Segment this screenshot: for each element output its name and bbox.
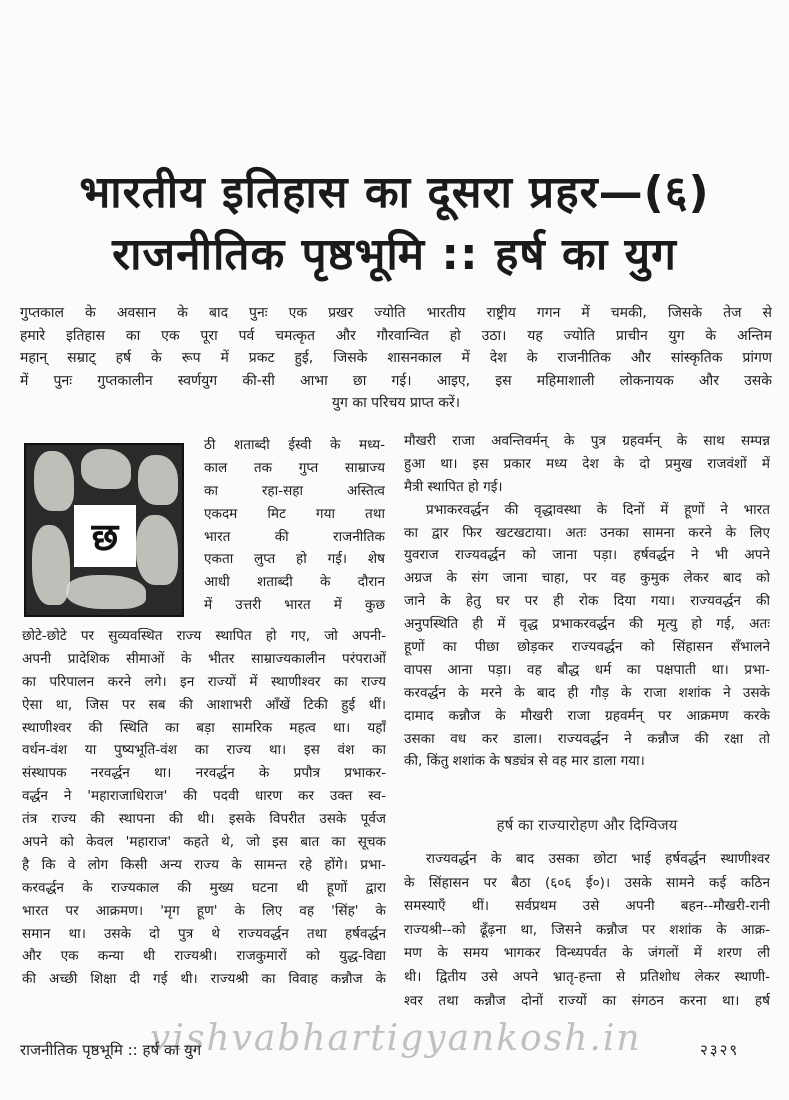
text-line: दामाद कन्नौज के मौखरी राजा ग्रहवर्मन् पर आक्रमण करके (404, 707, 770, 724)
text-line: महान् सम्राट् हर्ष के रूप में प्रकट हुई, जिसके शासनकाल में देश के राजनीतिक और सांस्कृतिक प्रांगण (20, 350, 772, 366)
text-line: है कि वे लोग किसी अन्य राज्य के सामन्त रहे होंगे। प्रभा- (22, 856, 386, 873)
illustration-dropcap (24, 443, 184, 617)
left-column-bottom (22, 625, 386, 991)
text-line: हूणों का पीछा छोड़कर राज्यवर्द्धन को सिंहासन सँभालने (404, 639, 770, 656)
text-line: करवर्द्धन के राज्यकाल की मुख्य घटना थी हूणों द्वारा (22, 879, 386, 896)
text-line: प्रभाकरवर्द्धन की वृद्धावस्था के दिनों में हूणों ने भारत (426, 501, 770, 518)
text-line: अनुपस्थिति ही में वृद्ध प्रभाकरवर्द्धन की मृत्यु हो गई, अतः (404, 616, 770, 633)
dropcap-letter: छ (74, 505, 136, 567)
text-line: में उत्तरी भारत में कुछ (204, 597, 385, 614)
text-line: वर्धन-वंश या पुष्यभूति-वंश का राज्य था। इस वंश का (22, 742, 386, 759)
right-column-bottom (404, 848, 770, 1013)
text-line: काल तक गुप्त साम्राज्य (204, 459, 385, 476)
text-line: भारत पर आक्रमण। 'मृग हूण' के लिए वह 'सिंह' के (22, 902, 386, 919)
text-line: का द्वार फिर खटखटाया। अतः उनका सामना करने के लिए (404, 524, 770, 541)
text-line: उसका वध कर डाला। राज्यवर्द्धन ने कन्नौज की रक्षा तो (404, 730, 770, 747)
text-line: वर्द्धन ने 'महाराजाधिराज' की पदवी धारण कर उक्त स्व- (22, 788, 386, 805)
watermark: vishvabhartigyankosh.in (150, 1018, 642, 1059)
text-line: राज्यश्री--को ढूँढ़ना था, जिसने कन्नौज पर शशांक के आक्र- (404, 921, 770, 938)
text-line: अपनी प्रादेशिक सीमाओं के भीतर साम्राज्यकालीन परंपराओं (22, 650, 386, 667)
text-line: ठी शताब्दी ईस्वी के मध्य- (204, 437, 385, 453)
section-subheading: हर्ष का राज्यारोहण और दिग्विजय (496, 816, 678, 834)
text-line: का परिपालन करने लगे। इन राज्यों में स्थाणीश्वर का राज्य (22, 673, 386, 690)
text-line: की अच्छी शिक्षा दी गई थी। राज्यश्री का विवाह कन्नौज के (22, 971, 386, 988)
text-line: मौखरी राजा अवन्तिवर्मन् के पुत्र ग्रहवर्मन् के साथ सम्पन्न (404, 433, 770, 449)
left-column-top (204, 434, 385, 617)
text-line: की, किंतु शशांक के षड्यंत्र से वह मार डाला गया। (404, 753, 645, 770)
text-line: राज्यवर्द्धन के बाद उसका छोटा भाई हर्षवर्द्धन स्थाणीश्वर (426, 851, 770, 867)
text-line: युग का परिचय प्राप्त करें। (331, 395, 461, 411)
page-title-line-2: राजनीतिक पृष्ठभूमि :: हर्ष का युग (112, 229, 677, 280)
intro-paragraph (20, 302, 772, 415)
page-title-line-1: भारतीय इतिहास का दूसरा प्रहर—(६) (79, 167, 710, 218)
text-line: आधी शताब्दी के दौरान (204, 574, 385, 591)
text-line: में पुनः गुप्तकालीन स्वर्णयुग की-सी आभा छा गई। आइए, इस महिमाशाली लोकनायक और उसके (20, 372, 772, 389)
text-line: युवराज राज्यवर्द्धन को जाना पड़ा। हर्षवर्द्धन ने भी अपने (404, 547, 770, 564)
text-line: भारत की राजनीतिक (204, 528, 385, 545)
text-line: और एक कन्या थी राज्यश्री। राजकुमारों को युद्ध-विद्या (22, 948, 386, 965)
text-line: जाने के हेतु घर पर ही रोक दिया गया। राज्यवर्द्धन की (404, 593, 770, 610)
text-line: हमारे इतिहास का एक पूरा पर्व चमत्कृत और गौरवान्वित हो उठा। यह ज्योति प्राचीन युग के अन्तिम (20, 327, 772, 344)
text-line: करवर्द्धन के मरने के बाद ही गौड़ के राजा शशांक ने उसके (404, 684, 770, 701)
page-number: २३२९ (700, 1041, 740, 1059)
text-line: वापस आना पड़ा। वह बौद्ध धर्म का पक्षपाती था। प्रभा- (404, 661, 770, 678)
text-line: का रहा-सहा अस्तित्व (204, 482, 385, 499)
text-line: संस्थापक नरवर्द्धन था। नरवर्द्धन के प्रपौत्र प्रभाकर- (22, 765, 386, 782)
text-line: श्वर तथा कन्नौज दोनों राज्यों का संगठन करना था। हर्ष (404, 992, 770, 1009)
text-line: समान था। उसके दो पुत्र थे राज्यवर्द्धन तथा हर्षवर्द्धन (22, 925, 386, 942)
right-column-top (404, 430, 770, 773)
text-line: तंत्र राज्य की स्थापना की थी। इसके विपरीत उसके पूर्वज (22, 811, 386, 828)
text-line: समस्याएँ थीं। सर्वप्रथम उसे अपनी बहन--मौखरी-रानी (404, 898, 770, 915)
text-line: एकदम मिट गया तथा (204, 505, 385, 522)
text-line: छोटे-छोटे पर सुव्यवस्थित राज्य स्थापित हो गए, जो अपनी- (22, 628, 386, 644)
text-line: हुआ था। इस प्रकार मध्य देश के दो प्रमुख राजवंशों में (404, 455, 770, 472)
text-line: गुप्तकाल के अवसान के बाद पुनः एक प्रखर ज्योति भारतीय राष्ट्रीय गगन में चमकी, जिसके तेज से (20, 305, 772, 321)
text-line: अग्रज के संग जाना चाहा, पर वह कुमुक लेकर बाद को (404, 570, 770, 587)
text-line: अपने को केवल 'महाराज' कहते थे, जो इस बात का सूचक (22, 834, 386, 851)
text-line: थी। द्वितीय उसे अपने भ्रातृ-हन्ता से प्रतिशोध लेकर स्थाणी- (404, 968, 770, 985)
running-footer-title: राजनीतिक पृष्ठभूमि :: हर्ष का युग (20, 1041, 202, 1059)
text-line: स्थाणीश्वर की स्थिति का बड़ा सामरिक महत्व था। यहाँ (22, 719, 386, 736)
text-line: के सिंहासन पर बैठा (६०६ ई०)। उसके सामने कई कठिन (404, 874, 770, 891)
text-line: मण के समय भागकर विन्ध्यपर्वत के जंगलों में शरण ली (404, 945, 770, 962)
text-line: एकता लुप्त हो गई। शेष (204, 551, 385, 568)
text-line: मैत्री स्थापित हो गई। (404, 478, 503, 495)
text-line: ऐसा था, जिस पर सब की आशाभरी आँखें टिकी हुई थीं। (22, 696, 386, 713)
